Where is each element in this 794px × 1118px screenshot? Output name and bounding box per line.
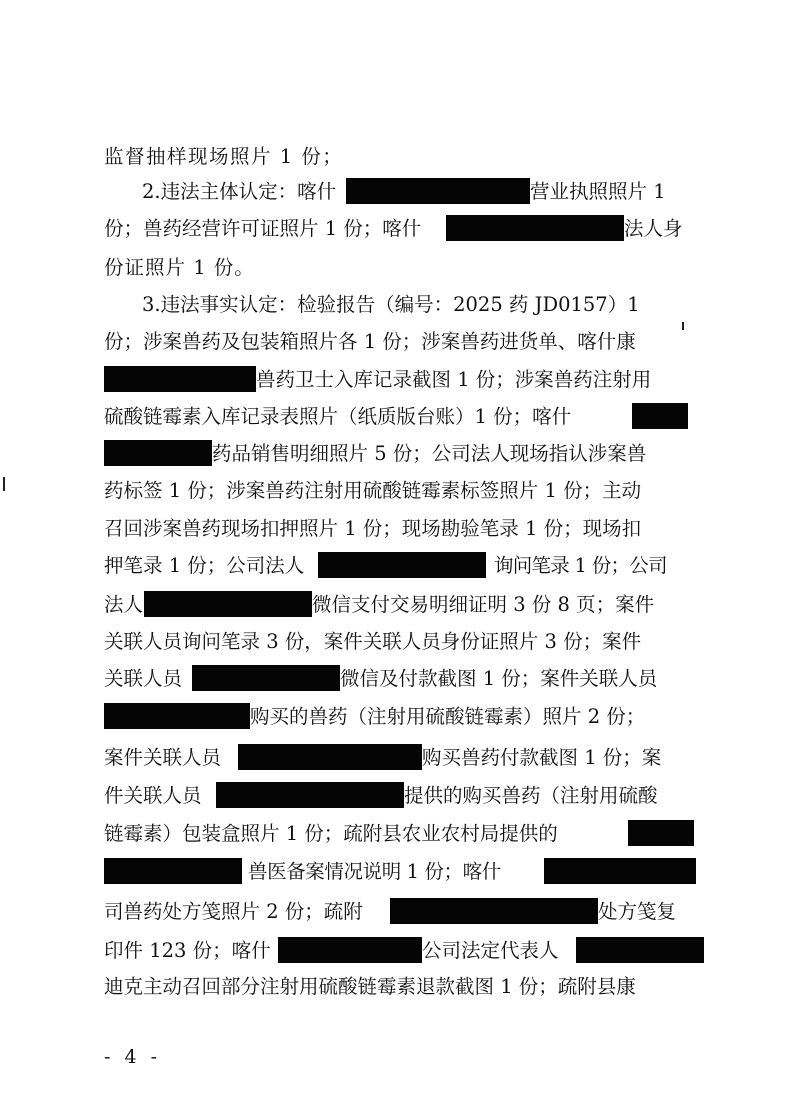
text-segment: 链霉素）包装盒照片 1 份；疏附县农业农村局提供的: [104, 822, 558, 845]
text-segment: 召回涉案兽药现场扣押照片 1 份；现场勘验笔录 1 份；现场扣: [104, 517, 642, 540]
text-line-13: [104, 588, 690, 622]
text-line-15: [104, 662, 690, 696]
text-segment: 微信及付款截图 1 份；案件关联人员: [340, 667, 658, 690]
redaction-bar: [628, 820, 694, 846]
scan-speck: [682, 322, 684, 330]
text-segment: 印件 123 份；喀什: [104, 939, 271, 962]
redaction-bar: [104, 366, 256, 392]
text-line-10: [104, 474, 690, 508]
text-segment: 押笔录 1 份；公司法人: [104, 554, 305, 577]
text-line-7: [104, 363, 686, 397]
text-line-19: [104, 817, 694, 851]
text-line-18: [104, 779, 690, 813]
text-segment: 购买兽药付款截图 1 份；案: [422, 746, 662, 769]
redaction-bar: [104, 440, 212, 466]
text-segment: 兽医备案情况说明 1 份；喀什: [248, 860, 501, 883]
text-segment: 药标签 1 份；涉案兽药注射用硫酸链霉素标签照片 1 份；主动: [104, 479, 642, 502]
text-segment: 兽药卫士入库记录截图 1 份；涉案兽药注射用: [256, 368, 652, 391]
text-line-3: [104, 212, 700, 246]
redaction-bar: [238, 744, 422, 770]
text-line-2: [142, 175, 690, 209]
text-line-12: [104, 549, 700, 583]
text-segment: 份证照片 1 份。: [104, 256, 255, 279]
text-segment: 购买的兽药（注射用硫酸链霉素）照片 2 份；: [250, 705, 646, 728]
text-segment: 药品销售明细照片 5 份；公司法人现场指认涉案兽: [212, 442, 647, 465]
text-segment: 司兽药处方笺照片 2 份；疏附: [104, 900, 363, 923]
text-line-21: [104, 895, 690, 929]
text-segment: 法人: [104, 593, 144, 616]
redaction-bar: [544, 858, 696, 884]
page-number: - 4 -: [104, 1046, 162, 1068]
text-segment: 案件关联人员: [104, 746, 222, 769]
scan-margin-mark: [3, 477, 5, 491]
text-segment: 处方笺复: [598, 900, 677, 923]
text-line-22: [104, 934, 704, 968]
text-segment: 份；涉案兽药及包装箱照片各 1 份；涉案兽药进货单、喀什康: [104, 330, 636, 353]
text-line-4: [104, 251, 255, 285]
redaction-bar: [278, 937, 422, 963]
redaction-bar: [576, 937, 704, 963]
text-line-8: [104, 400, 688, 434]
redaction-bar: [318, 552, 486, 578]
text-segment: 3.违法事实认定：检验报告（编号：2025 药 JD0157）1: [142, 293, 640, 316]
text-segment: 微信支付交易明细证明 3 份 8 页；案件: [312, 593, 655, 616]
text-line-16: [104, 700, 690, 734]
text-line-23: [104, 970, 690, 1004]
redaction-bar: [216, 782, 404, 808]
text-segment: 提供的购买兽药（注射用硫酸: [404, 784, 658, 807]
text-line-14: [104, 625, 690, 659]
text-line-6: [104, 325, 690, 359]
redaction-bar: [446, 215, 624, 241]
text-line-1: [104, 140, 343, 174]
text-segment: 关联人员询问笔录 3 份，案件关联人员身份证照片 3 份；案件: [104, 630, 642, 653]
text-segment: 公司法定代表人: [422, 939, 559, 962]
text-line-20: [104, 855, 696, 889]
text-line-5: [142, 288, 692, 322]
text-segment: 迪克主动召回部分注射用硫酸链霉素退款截图 1 份；疏附县康: [104, 975, 636, 998]
text-line-11: [104, 512, 690, 546]
text-segment: 硫酸链霉素入库记录表照片（纸质版台账）1 份；喀什: [104, 405, 572, 428]
redaction-bar: [104, 858, 242, 884]
text-segment: 营业执照照片 1: [530, 180, 666, 203]
text-segment: 监督抽样现场照片 1 份；: [104, 145, 344, 168]
redaction-bar: [632, 403, 688, 429]
text-line-9: [104, 437, 686, 471]
text-segment: 件关联人员: [104, 784, 202, 807]
text-segment: 法人身: [624, 217, 683, 240]
text-segment: 询问笔录 1 份；公司: [494, 554, 667, 577]
text-segment: 2.违法主体认定：喀什: [142, 180, 337, 203]
text-line-17: [104, 741, 690, 775]
redaction-bar: [104, 703, 250, 729]
redaction-bar: [192, 665, 340, 691]
redaction-bar: [390, 898, 598, 924]
text-segment: 关联人员: [104, 667, 183, 690]
redaction-bar: [346, 178, 530, 204]
text-segment: 份；兽药经营许可证照片 1 份；喀什: [104, 217, 422, 240]
redaction-bar: [144, 591, 312, 617]
